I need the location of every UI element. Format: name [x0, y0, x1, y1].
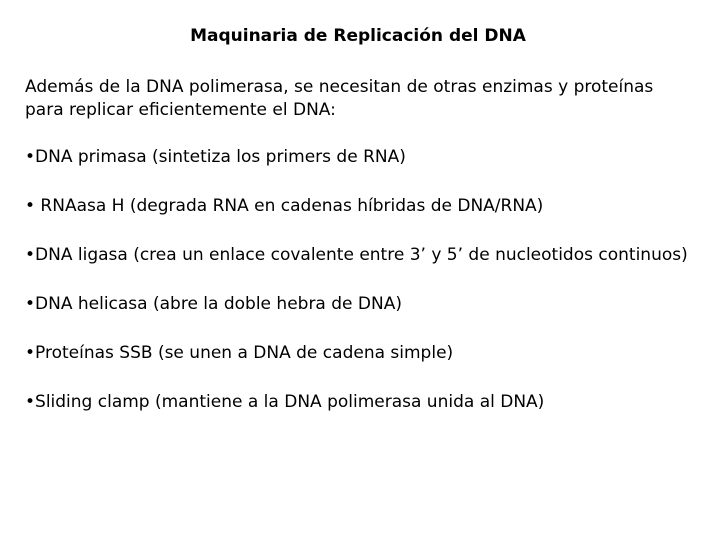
enzyme-list — [25, 146, 695, 414]
intro-paragraph: Además de la DNA polimerasa, se necesitan de otras enzimas y proteínas para replicar eficientemente el DNA: — [25, 77, 654, 120]
list-item-helicasa: •DNA helicasa (abre la doble hebra de DNA) — [25, 294, 402, 314]
list-item-primasa: •DNA primasa (sintetiza los primers de RNA) — [25, 147, 406, 167]
list-item-ligasa: •DNA ligasa (crea un enlace covalente entre 3’ y 5’ de nucleotidos continuos) — [25, 245, 688, 265]
slide-title: Maquinaria de Replicación del DNA — [190, 26, 526, 46]
list-item-rnaasa-h: • RNAasa H (degrada RNA en cadenas híbridas de DNA/RNA) — [25, 196, 544, 216]
list-item-sliding-clamp: •Sliding clamp (mantiene a la DNA polimerasa unida al DNA) — [25, 392, 545, 412]
list-item-ssb: •Proteínas SSB (se unen a DNA de cadena simple) — [25, 343, 454, 363]
